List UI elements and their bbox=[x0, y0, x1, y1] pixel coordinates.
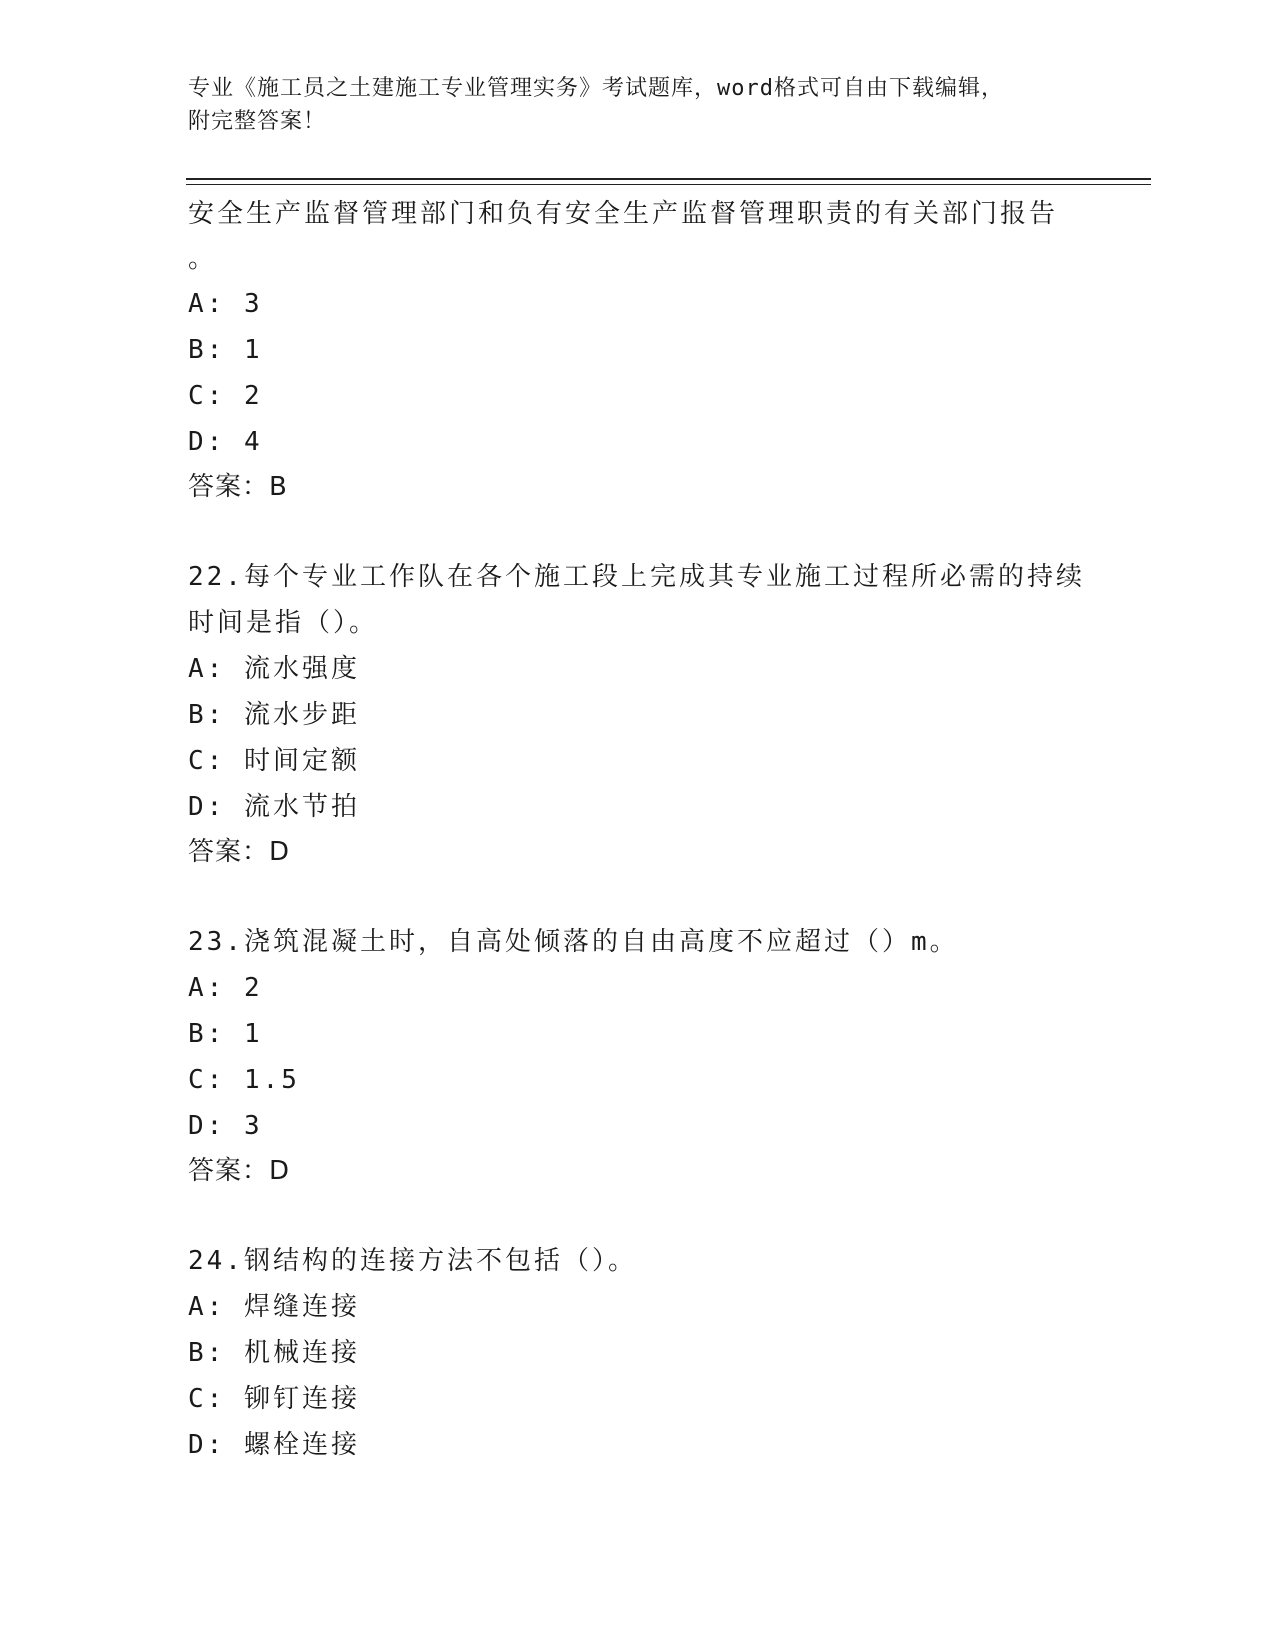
option-a: A: 2 bbox=[188, 973, 263, 1003]
question-list bbox=[188, 191, 1108, 1468]
header-divider-thin bbox=[186, 184, 1151, 185]
option-c: C: 时间定额 bbox=[188, 746, 360, 776]
question-23 bbox=[188, 919, 1108, 1193]
option-d: D: 螺栓连接 bbox=[188, 1430, 360, 1460]
option-b: B: 机械连接 bbox=[188, 1338, 360, 1368]
answer: 答案：B bbox=[188, 472, 288, 502]
option-c: C: 铆钉连接 bbox=[188, 1384, 360, 1414]
question-text-line-1: 23.浇筑混凝土时，自高处倾落的自由高度不应超过（）m。 bbox=[188, 927, 959, 957]
header-line-2: 附完整答案！ bbox=[188, 109, 327, 134]
option-c: C: 1.5 bbox=[188, 1065, 300, 1095]
question-24 bbox=[188, 1238, 1108, 1468]
document-header bbox=[188, 72, 1088, 138]
question-text-line-2: 时间是指（）。 bbox=[188, 608, 379, 638]
fragment-tail: 。 bbox=[188, 244, 218, 274]
option-a: A: 流水强度 bbox=[188, 654, 360, 684]
option-b: B: 1 bbox=[188, 335, 263, 365]
option-d: D: 流水节拍 bbox=[188, 792, 360, 822]
option-a: A: 3 bbox=[188, 289, 263, 319]
option-d: D: 4 bbox=[188, 427, 263, 457]
question-22 bbox=[188, 554, 1108, 874]
header-line-1: 专业《施工员之土建施工专业管理实务》考试题库，word格式可自由下载编辑， bbox=[188, 76, 1004, 101]
question-fragment bbox=[188, 191, 1108, 509]
question-text-line-1: 22.每个专业工作队在各个施工段上完成其专业施工过程所必需的持续 bbox=[188, 562, 1085, 592]
question-text-line-1: 24.钢结构的连接方法不包括（）。 bbox=[188, 1246, 637, 1276]
option-c: C: 2 bbox=[188, 381, 263, 411]
fragment-text: 安全生产监督管理部门和负有安全生产监督管理职责的有关部门报告 bbox=[188, 199, 1059, 229]
option-d: D: 3 bbox=[188, 1111, 263, 1141]
header-divider-thick bbox=[186, 178, 1151, 180]
option-b: B: 1 bbox=[188, 1019, 263, 1049]
option-a: A: 焊缝连接 bbox=[188, 1292, 360, 1322]
answer: 答案：D bbox=[188, 1156, 291, 1186]
answer: 答案：D bbox=[188, 837, 291, 867]
option-b: B: 流水步距 bbox=[188, 700, 360, 730]
